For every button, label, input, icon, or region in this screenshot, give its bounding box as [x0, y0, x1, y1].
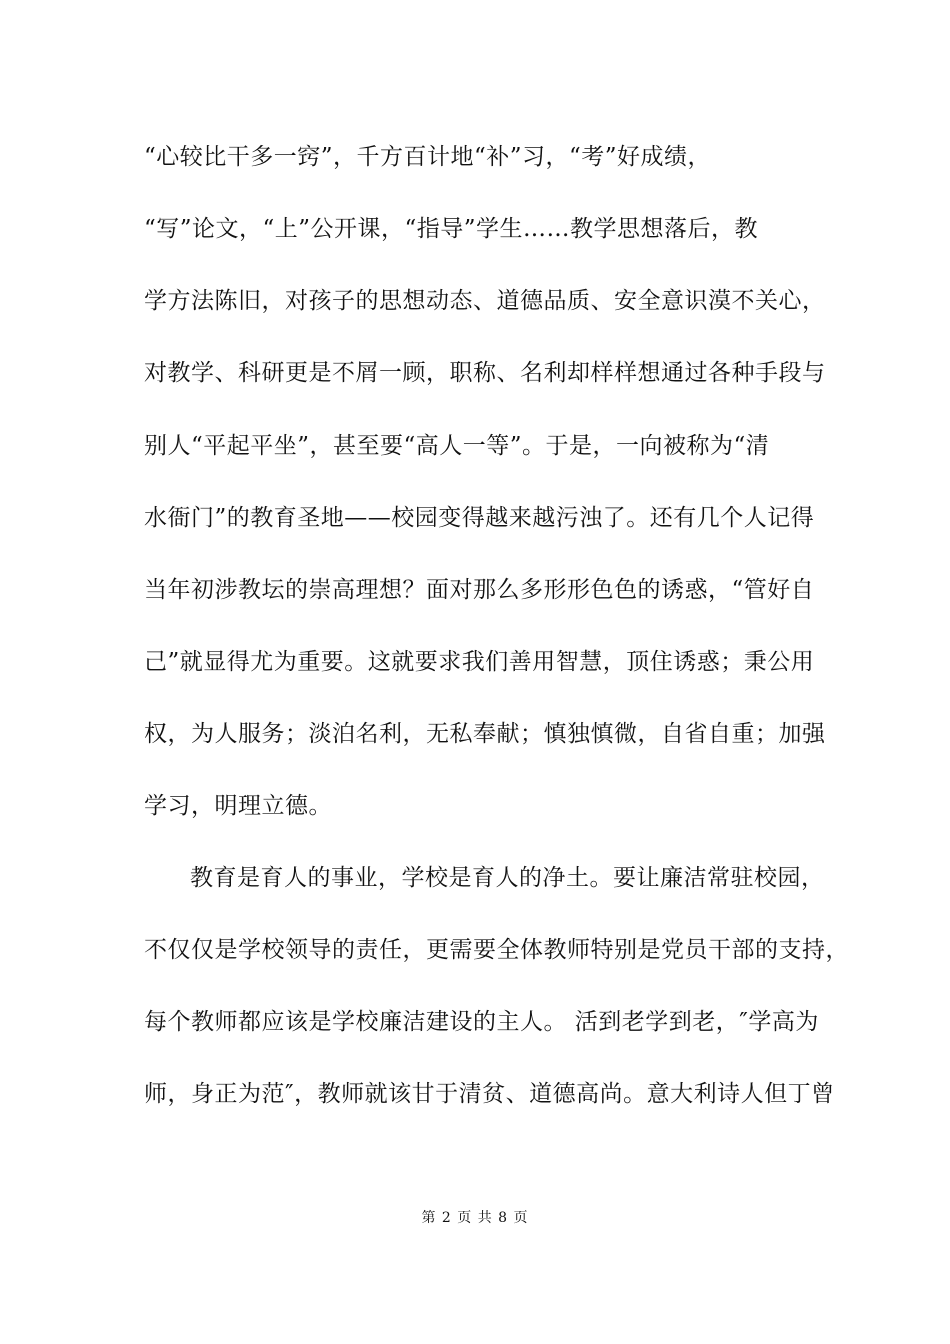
- page-number-footer: 第 2 页 共 8 页: [421, 1210, 529, 1226]
- text-line: 不仅仅是学校领导的责任，更需要全体教师特别是党员干部的支持，: [144, 937, 849, 963]
- text-line: 每个教师都应该是学校廉洁建设的主人。 活到老学到老，″学高为: [144, 1009, 819, 1035]
- text-line: 教育是育人的事业，学校是育人的净土。要让廉洁常驻校园，: [190, 865, 825, 891]
- text-line: 当年初涉教坛的崇高理想？面对那么多形形色色的诱惑，“管好自: [144, 577, 815, 603]
- text-line: 水衙门”的教育圣地——校园变得越来越污浊了。还有几个人记得: [144, 505, 815, 531]
- text-line: 对教学、科研更是不屑一顾，职称、名利却样样想通过各种手段与: [144, 360, 826, 386]
- text-line: 己”就显得尤为重要。这就要求我们善用智慧，顶住诱惑；秉公用: [144, 649, 815, 675]
- text-line: “写”论文，“上”公开课，“指导”学生……教学思想落后，教: [144, 216, 759, 242]
- text-line: 师，身正为范″，教师就该甘于清贫、道德高尚。意大利诗人但丁曾: [144, 1081, 835, 1107]
- text-line: 别人“平起平坐”，甚至要“高人一等”。于是，一向被称为“清: [144, 433, 770, 459]
- text-line: 学方法陈旧，对孩子的思想动态、道德品质、安全意识漠不关心，: [144, 288, 826, 314]
- text-line: 权，为人服务；淡泊名利，无私奉献；慎独慎微，自省自重；加强: [144, 721, 826, 747]
- text-line: 学习，明理立德。: [144, 793, 332, 819]
- text-line: “心较比干多一窍”，千方百计地“补”习，“考”好成绩，: [144, 144, 712, 170]
